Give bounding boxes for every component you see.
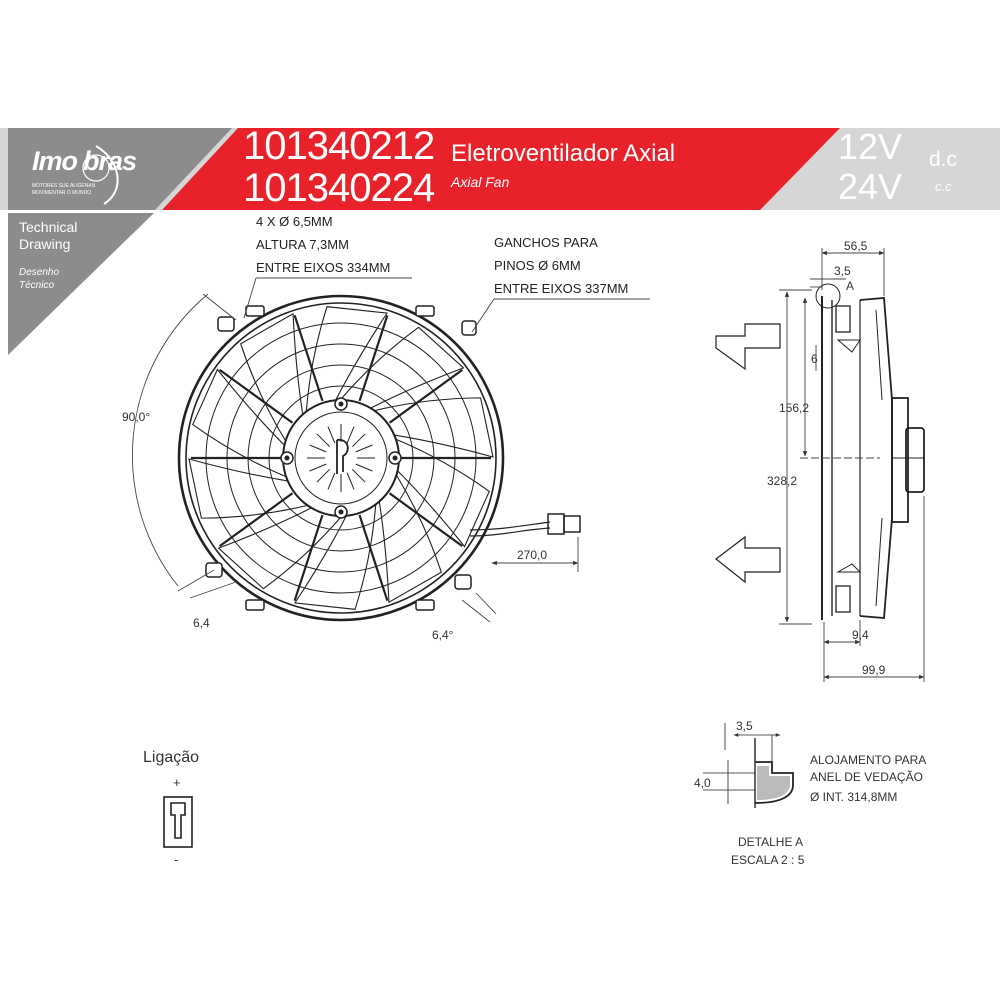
current-dc: d.c — [929, 148, 958, 171]
dim-total: 99,9 — [862, 663, 886, 677]
fan-blade — [219, 508, 342, 589]
product-title: Eletroventilador Axial — [451, 140, 676, 167]
fan-side-view — [716, 284, 924, 620]
note-mount-height: ALTURA 7,3MM — [256, 237, 349, 252]
note-mount-spacing: ENTRE EIXOS 334MM — [256, 260, 391, 275]
side-tab-label-1: Technical — [19, 219, 78, 235]
fan-blade — [193, 369, 286, 476]
side-tab-bottom — [836, 586, 850, 612]
fan-front-view — [179, 296, 580, 620]
grille-spoke — [220, 493, 293, 546]
note-hooks-pins: PINOS Ø 6MM — [494, 258, 581, 273]
dim-height: 328,2 — [767, 474, 798, 488]
voltage-12v: 12V — [838, 126, 903, 167]
detail-note-1: ALOJAMENTO PARA — [810, 753, 927, 767]
dim-tab-angle: 6,4° — [432, 628, 454, 642]
grille-spoke — [295, 515, 323, 601]
dim-lip: 6 — [811, 352, 818, 366]
part-number-2: 101340224 — [243, 166, 435, 210]
dim-cable: 270,0 — [517, 548, 548, 562]
detail-caption-2: ESCALA 2 : 5 — [731, 853, 805, 867]
side-dimensions — [779, 248, 924, 682]
side-tab-sub-1: Desenho — [19, 267, 60, 278]
detail-note-3: Ø INT. 314,8MM — [810, 790, 898, 804]
connector-symbol-icon — [164, 797, 192, 847]
dim-tab: 6,4 — [193, 616, 210, 630]
detail-a-callout — [816, 284, 840, 308]
cable-connector — [548, 514, 564, 534]
current-cc: c.c — [935, 179, 952, 194]
detail-a-section — [703, 723, 793, 808]
detail-dim-width: 3,5 — [736, 719, 753, 733]
angle-arc — [132, 294, 208, 586]
logo-tagline-2: MOVIMENTAR O MUNDO — [32, 190, 92, 196]
dim-center: 156,2 — [779, 401, 810, 415]
part-number-1: 101340212 — [243, 124, 435, 168]
note-mount-holes: 4 X Ø 6,5MM — [256, 214, 333, 229]
airflow-arrow-bottom-icon — [716, 537, 780, 582]
detail-ref-a: A — [846, 279, 855, 293]
note-hooks-title: GANCHOS PARA — [494, 235, 598, 250]
fan-blade — [340, 327, 463, 408]
grille-spoke — [360, 315, 388, 401]
connection-plus: + — [173, 775, 181, 790]
airflow-arrow-top-icon — [716, 324, 780, 369]
connection-minus: - — [174, 852, 179, 867]
shroud-rear — [860, 298, 892, 618]
note-hooks-spacing: ENTRE EIXOS 337MM — [494, 281, 629, 296]
dim-angle: 90,0° — [122, 410, 151, 424]
logo-tagline-1: MOTORES SUE ALIGENAN — [32, 183, 96, 189]
voltage-24v: 24V — [838, 166, 903, 207]
tab-dim — [190, 582, 236, 598]
dim-base: 9,4 — [852, 628, 869, 642]
leader-hooks — [472, 299, 494, 332]
motor-hub — [283, 400, 399, 516]
dim-depth: 56,5 — [844, 239, 868, 253]
product-subtitle: Axial Fan — [451, 174, 510, 190]
fan-blade — [295, 504, 376, 609]
dim-flange: 3,5 — [834, 264, 851, 278]
detail-note-2: ANEL DE VEDAÇÃO — [810, 770, 923, 784]
logo-right: bras — [83, 146, 137, 176]
fan-blade — [306, 307, 387, 412]
side-tab-label-2: Drawing — [19, 236, 71, 252]
grille-spoke — [390, 370, 463, 423]
side-tab-sub-2: Técnico — [19, 280, 55, 291]
detail-dim-height: 4,0 — [694, 776, 711, 790]
logo-left: Imo — [32, 146, 78, 176]
connection-label: Ligação — [143, 749, 200, 766]
side-tab-top — [836, 306, 850, 332]
detail-caption-1: DETALHE A — [738, 835, 804, 849]
